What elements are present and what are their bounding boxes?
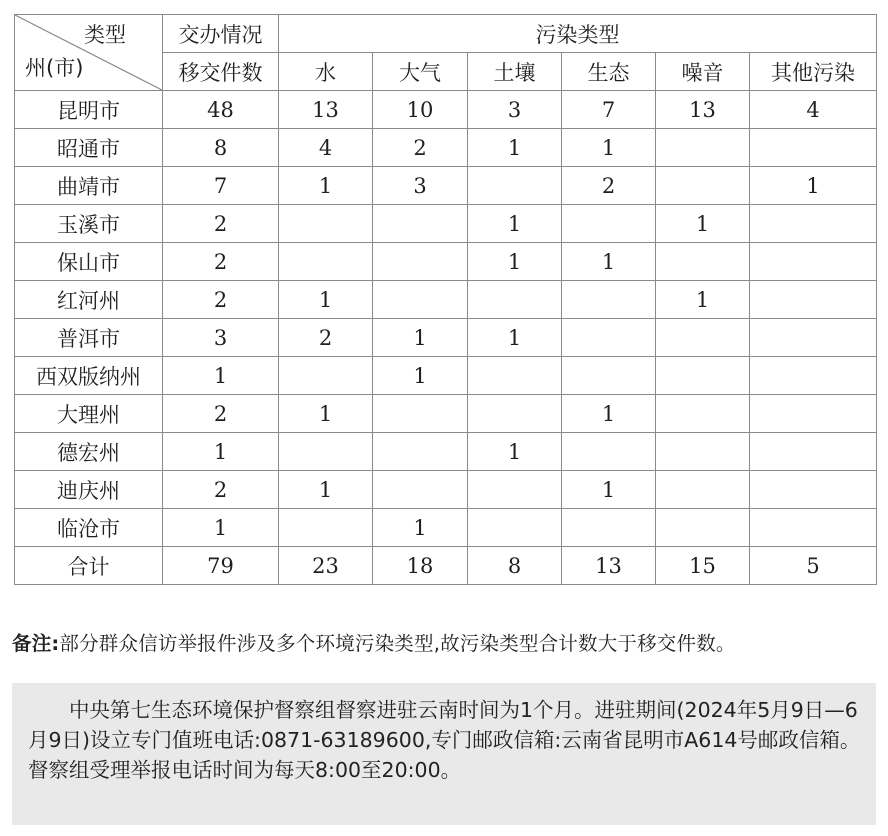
pollution-cell: 4 [750,91,877,129]
count-cell: 8 [163,129,279,167]
pollution-cell [750,281,877,319]
pollution-cell: 1 [750,167,877,205]
pollution-cell: 4 [279,129,373,167]
pollution-cell [373,433,468,471]
pollution-cell: 7 [562,91,656,129]
pollution-cell: 8 [468,547,562,585]
pollution-cell: 5 [750,547,877,585]
table-row [15,357,877,395]
pollution-cell [562,357,656,395]
count-cell: 1 [163,433,279,471]
pollution-cell [656,319,750,357]
pollution-cell [562,205,656,243]
pollution-cell [656,129,750,167]
pollution-cell: 15 [656,547,750,585]
corner-type-label: 类型 [84,23,126,47]
count-col-header: 移交件数 [163,53,279,91]
count-cell: 2 [163,281,279,319]
pollution-cell [750,243,877,281]
col-header-noise: 噪音 [656,53,750,91]
corner-region-label: 州(市) [25,56,84,80]
count-cell: 48 [163,91,279,129]
pollution-cell [279,243,373,281]
pollution-cell: 23 [279,547,373,585]
pollution-cell [750,433,877,471]
info-text: 中央第七生态环境保护督察组督察进驻云南时间为1个月。进驻期间(2024年5月9日—6月9日)设立专门值班电话:0871-63189600,专门邮政信箱:云南省昆明市A614号邮政信箱。督察组受理举报电话时间为每天8:00至20:00。 [28,698,861,782]
table-row [15,205,877,243]
pollution-cell [750,471,877,509]
pollution-cell: 1 [562,471,656,509]
pollution-report-table [14,14,877,585]
pollution-cell: 13 [656,91,750,129]
pollution-cell: 3 [373,167,468,205]
pollution-cell [279,205,373,243]
pollution-cell [468,357,562,395]
pollution-cell [468,395,562,433]
pollution-cell [279,509,373,547]
pollution-cell: 1 [468,319,562,357]
pollution-cell [562,433,656,471]
count-cell: 79 [163,547,279,585]
count-cell: 1 [163,357,279,395]
pollution-cell: 1 [656,205,750,243]
pollution-cell: 1 [468,433,562,471]
region-name: 西双版纳州 [15,357,163,395]
region-name: 玉溪市 [15,205,163,243]
footnote-text: 部分群众信访举报件涉及多个环境污染类型,故污染类型合计数大于移交件数。 [59,632,736,655]
pollution-cell [656,471,750,509]
col-header-air: 大气 [373,53,468,91]
col-header-ecology: 生态 [562,53,656,91]
pollution-cell [468,471,562,509]
table-row [15,319,877,357]
region-name: 普洱市 [15,319,163,357]
region-name: 迪庆州 [15,471,163,509]
pollution-cell: 1 [562,395,656,433]
table-row [15,129,877,167]
pollution-cell: 2 [279,319,373,357]
pollution-cell [656,395,750,433]
pollution-cell: 18 [373,547,468,585]
pollution-cell [750,319,877,357]
pollution-cell [656,243,750,281]
region-name: 红河州 [15,281,163,319]
pollution-cell [750,395,877,433]
pollution-cell [373,395,468,433]
pollution-cell: 2 [562,167,656,205]
count-cell: 2 [163,243,279,281]
region-name: 昭通市 [15,129,163,167]
pollution-cell [468,509,562,547]
table-row [15,509,877,547]
table-row [15,395,877,433]
pollution-cell: 1 [656,281,750,319]
region-name: 昆明市 [15,91,163,129]
footnote-label: 备注: [12,632,60,655]
pollution-cell: 1 [373,319,468,357]
pollution-cell [656,357,750,395]
count-cell: 1 [163,509,279,547]
pollution-cell [750,509,877,547]
pollution-cell: 1 [373,357,468,395]
corner-header [15,15,163,91]
pollution-cell: 1 [562,243,656,281]
table-row [15,433,877,471]
region-name: 曲靖市 [15,167,163,205]
pollution-cell [750,357,877,395]
total-label: 合计 [15,547,163,585]
pollution-cell: 1 [279,471,373,509]
pollution-cell: 3 [468,91,562,129]
table-row [15,91,877,129]
col-header-other: 其他污染 [750,53,877,91]
pollution-cell [750,205,877,243]
table-row [15,167,877,205]
count-cell: 7 [163,167,279,205]
pollution-cell [468,167,562,205]
footnote [12,628,882,656]
pollution-cell: 1 [468,205,562,243]
pollution-cell: 13 [562,547,656,585]
pollution-cell [656,167,750,205]
pollution-cell [656,509,750,547]
pollution-cell [373,471,468,509]
table-row [15,243,877,281]
pollution-cell: 1 [468,129,562,167]
pollution-cell [562,319,656,357]
pollution-cell: 2 [373,129,468,167]
pollution-cell [750,129,877,167]
pollution-cell [468,281,562,319]
count-cell: 2 [163,395,279,433]
pollution-cell [373,281,468,319]
pollution-cell [373,243,468,281]
region-name: 保山市 [15,243,163,281]
table-row [15,471,877,509]
col-header-water: 水 [279,53,373,91]
count-cell: 3 [163,319,279,357]
pollution-cell [562,281,656,319]
pollution-group-header: 污染类型 [279,15,877,53]
pollution-cell [562,509,656,547]
region-name: 德宏州 [15,433,163,471]
handover-group-header: 交办情况 [163,15,279,53]
pollution-cell [279,433,373,471]
pollution-cell [279,357,373,395]
pollution-cell [373,205,468,243]
pollution-cell: 13 [279,91,373,129]
pollution-cell: 1 [562,129,656,167]
pollution-cell: 1 [279,167,373,205]
col-header-soil: 土壤 [468,53,562,91]
pollution-cell: 10 [373,91,468,129]
info-box [12,683,876,825]
pollution-cell [656,433,750,471]
region-name: 临沧市 [15,509,163,547]
table-row [15,281,877,319]
region-name: 大理州 [15,395,163,433]
pollution-cell: 1 [373,509,468,547]
count-cell: 2 [163,471,279,509]
count-cell: 2 [163,205,279,243]
pollution-cell: 1 [279,281,373,319]
header-row-1 [15,15,877,53]
pollution-cell: 1 [468,243,562,281]
pollution-cell: 1 [279,395,373,433]
total-row [15,547,877,585]
